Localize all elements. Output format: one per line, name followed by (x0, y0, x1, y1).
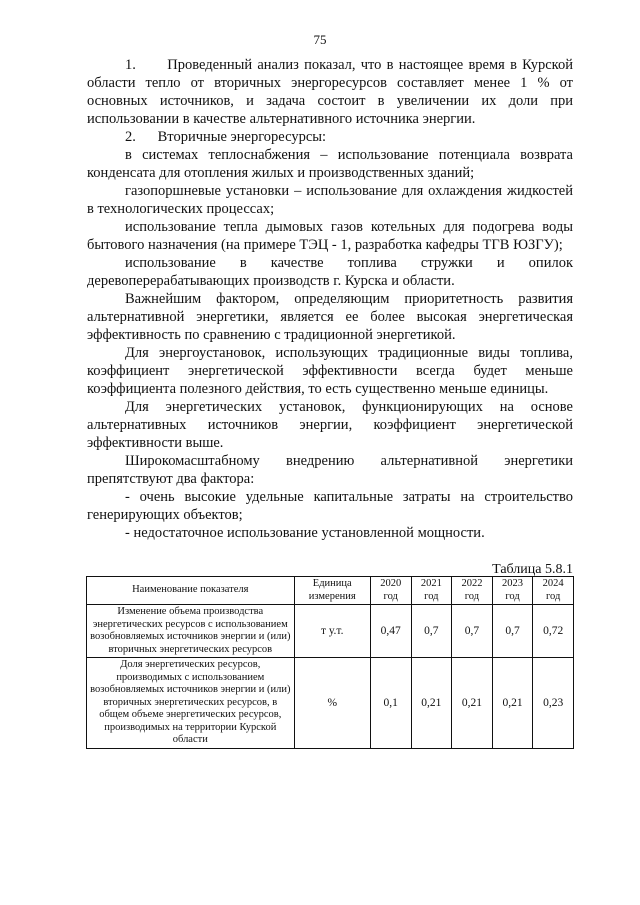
row-value-2020: 0,1 (370, 658, 411, 749)
row-value-2022: 0,7 (452, 605, 493, 658)
table-caption: Таблица 5.8.1 (492, 562, 573, 577)
indicators-table (86, 576, 574, 749)
row-value-2021: 0,21 (411, 658, 452, 749)
header-indicator-name: Наименование показателя (87, 577, 295, 605)
table-row (87, 658, 574, 749)
row-value-2020: 0,47 (370, 605, 411, 658)
paragraph-secondary-resources-heading: 2. Вторичные энергоресурсы: (125, 129, 327, 145)
paragraph-alternative-sources: Для энергетических установок, функционирующих на основе альтернативных источников энергии, коэффициент энергетической эффективности выше. (87, 399, 573, 451)
paragraph-key-factor: Важнейшим фактором, определяющим приоритетность развития альтернативной энергетики, является ее более высокая энергетическая эффективность по сравнению с традиционной энергетикой. (87, 291, 573, 343)
row-value-2024: 0,72 (533, 605, 574, 658)
row-value-2023: 0,21 (492, 658, 533, 749)
page-number: 75 (313, 32, 327, 47)
header-year-2022: 2022 год (452, 577, 493, 605)
row-indicator-name: Изменение объема производства энергетических ресурсов с использованием возобновляемых источников энергии и (или) вторичных энергетических ресурсов (87, 605, 295, 658)
table-row (87, 605, 574, 658)
row-value-2023: 0,7 (492, 605, 533, 658)
row-indicator-name: Доля энергетических ресурсов, производимых с использованием возобновляемых источников энергии и (или) вторичных энергетических ресурсов, в общем объеме энергетических ресурсов, производимых на территории Курской области (87, 658, 295, 749)
header-year-2023: 2023 год (492, 577, 533, 605)
header-unit: Единица измерения (294, 577, 370, 605)
row-value-2024: 0,23 (533, 658, 574, 749)
paragraph-heating-systems: в системах теплоснабжения – использование потенциала возврата конденсата для отопления жилых и производственных зданий; (87, 147, 573, 181)
table-header-row (87, 577, 574, 605)
row-value-2022: 0,21 (452, 658, 493, 749)
list-item-capital-costs: - очень высокие удельные капитальные затраты на строительство генерирующих объектов; (87, 489, 573, 523)
header-year-2020: 2020 год (370, 577, 411, 605)
paragraph-traditional-fuel: Для энергоустановок, использующих традиционные виды топлива, коэффициент энергетической эффективности всегда будет меньше коэффициента полезного действия, то есть существенно меньше единицы. (87, 345, 573, 397)
row-unit: т у.т. (294, 605, 370, 658)
row-value-2021: 0,7 (411, 605, 452, 658)
body-text (87, 56, 573, 542)
paragraph-analysis: 1. Проведенный анализ показал, что в настоящее время в Курской области тепло от вторичных энергоресурсов составляет менее 1 % от основных источников, и задача состоит в увеличении их доли при использовании в качестве альтернативного источника энергии. (87, 57, 573, 127)
paragraph-wood-waste-fuel: использование в качестве топлива стружки и опилок деревоперерабатывающих производств г. Курска и области. (87, 255, 573, 289)
header-year-2024: 2024 год (533, 577, 574, 605)
paragraph-two-factors: Широкомасштабному внедрению альтернативной энергетики препятствуют два фактора: (87, 453, 573, 487)
row-unit: % (294, 658, 370, 749)
list-item-capacity-usage: - недостаточное использование установленной мощности. (125, 525, 485, 541)
header-year-2021: 2021 год (411, 577, 452, 605)
paragraph-gas-piston-units: газопоршневые установки – использование для охлаждения жидкостей в технологических процессах; (87, 183, 573, 217)
paragraph-flue-gas-heat: использование тепла дымовых газов котельных для подогрева воды бытового назначения (на примере ТЭЦ - 1, разработка кафедры ТГВ ЮЗГУ); (87, 219, 573, 253)
